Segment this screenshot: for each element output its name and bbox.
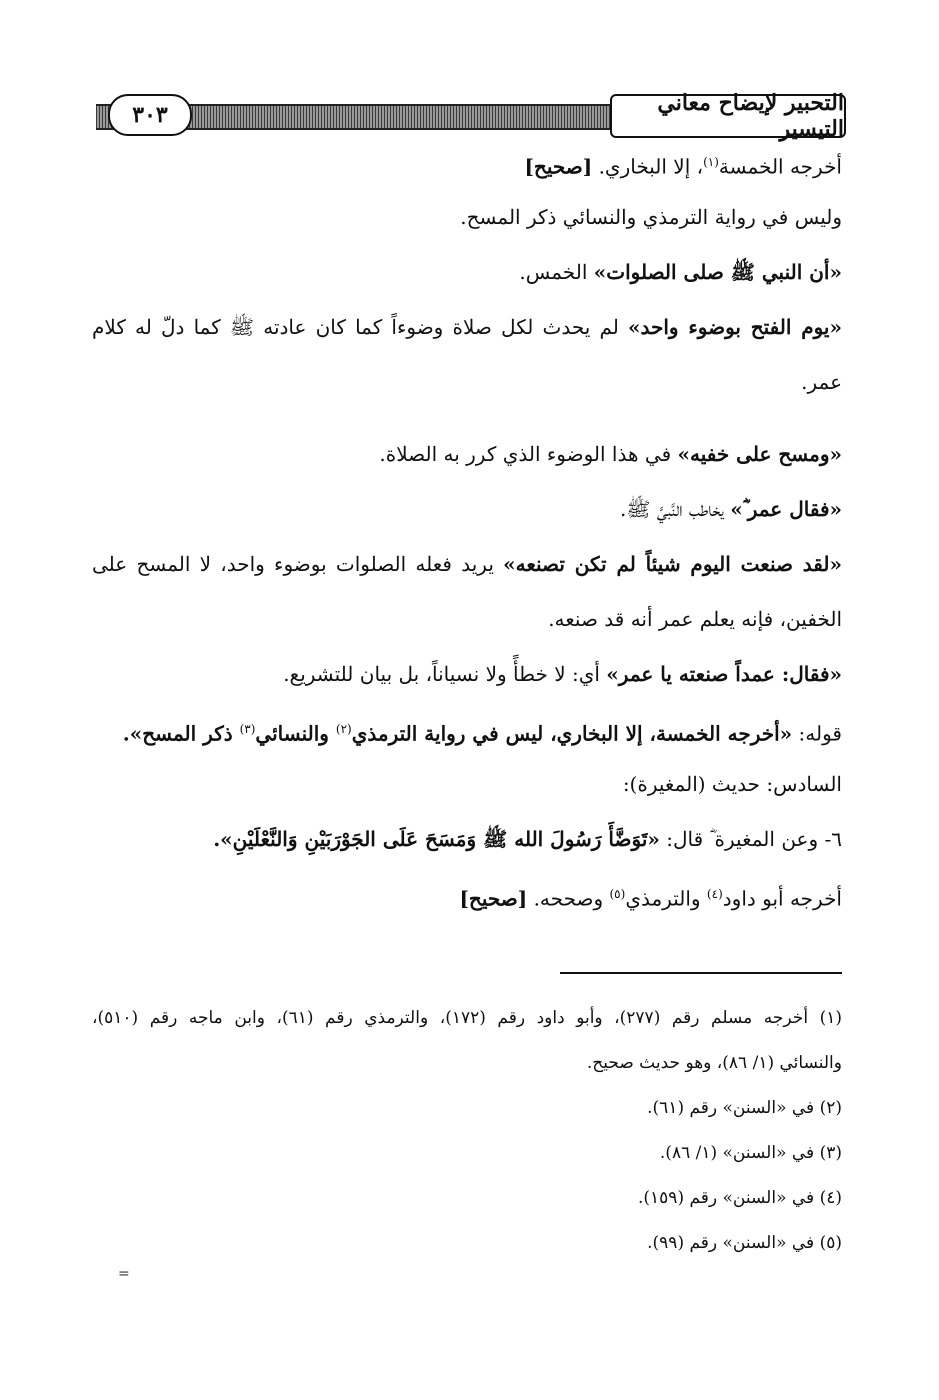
paragraph-7-continuation: الخفين، فإنه يعلم عمر أنه قد صنعه.: [548, 607, 842, 631]
body-text: [92, 145, 842, 932]
footnote-ref[interactable]: (٥): [609, 887, 626, 901]
footnote-divider: [560, 972, 842, 974]
paragraph-4-continuation: عمر.: [801, 370, 842, 394]
footnote-ref[interactable]: (٣): [239, 722, 256, 736]
corner-mark: =: [118, 1266, 130, 1282]
footnote-1-continuation: والنسائي (١/ ٨٦)، وهو حديث صحيح.: [586, 1053, 842, 1073]
page-number: ٣٠٣: [108, 94, 192, 136]
paragraph-8: «فقال: عمداً صنعته يا عمر» أي: لا خطأً ولا نسياناً، بل بيان للتشريع.: [283, 662, 842, 686]
grade-label: [صحيح]: [524, 154, 593, 179]
paragraph-9: قوله: «أخرجه الخمسة، إلا البخاري، ليس في رواية الترمذي$^{(٢)}$ والنسائي$^{(٣)}$ ذكر المسح».: [122, 721, 842, 746]
footnote-2: (٢) في «السنن» رقم (٦١).: [647, 1098, 842, 1118]
grade-label: [صحيح]: [459, 886, 528, 911]
paragraph-4: «يوم الفتح بوضوء واحد» لم يحدث لكل صلاة وضوءاً كما كان عادته ﷺ كما دلّ له كلام: [92, 315, 842, 339]
paragraph-2: وليس في رواية الترمذي والنسائي ذكر المسح.: [460, 205, 842, 229]
paragraph-3: «أن النبي ﷺ صلى الصلوات» الخمس.: [519, 260, 842, 284]
footnote-ref[interactable]: (١): [703, 155, 719, 169]
paragraph-7: «لقد صنعت اليوم شيئاً لم تكن تصنعه» يريد فعله الصلوات بوضوء واحد، لا المسح على: [92, 552, 843, 576]
paragraph-5: «ومسح على خفيه» في هذا الوضوء الذي كرر به الصلاة.: [379, 442, 842, 466]
footnotes: [92, 1004, 842, 1274]
footnote-4: (٤) في «السنن» رقم (١٥٩).: [637, 1188, 842, 1208]
footnote-1: (١) أخرجه مسلم رقم (٢٧٧)، وأبو داود رقم (١٧٢)، والترمذي رقم (٦١)، وابن ماجه رقم (٥١٠)،: [92, 1008, 842, 1028]
paragraph-6: «فقال عمر ؓ» يخاطب النَّبيَّ ﷺ.: [619, 497, 842, 521]
paragraph-1: أخرجه الخمسة$^{(١)}$، إلا البخاري. [صحيح]: [524, 154, 842, 179]
book-title: التحبير لإيضاح معاني التيسير: [610, 94, 846, 138]
footnote-ref[interactable]: (٢): [335, 722, 352, 736]
footnote-3: (٣) في «السنن» (١/ ٨٦).: [659, 1143, 842, 1163]
paragraph-12: أخرجه أبو داود$^{(٤)}$ والترمذي$^{(٥)}$ وصححه. [صحيح]: [459, 886, 842, 911]
section-heading: السادس: حديث (المغيرة):: [622, 772, 842, 796]
hadith-6: ٦- وعن المغيرة ؓ قال: «تَوَضَّأَ رَسُولَ الله ﷺ وَمَسَحَ عَلَى الجَوْرَبَيْنِ وَالنَّعْلَيْنِ».: [213, 827, 842, 851]
footnote-5: (٥) في «السنن» رقم (٩٩).: [647, 1233, 842, 1253]
page-header: [96, 90, 846, 142]
footnote-ref[interactable]: (٤): [706, 887, 723, 901]
